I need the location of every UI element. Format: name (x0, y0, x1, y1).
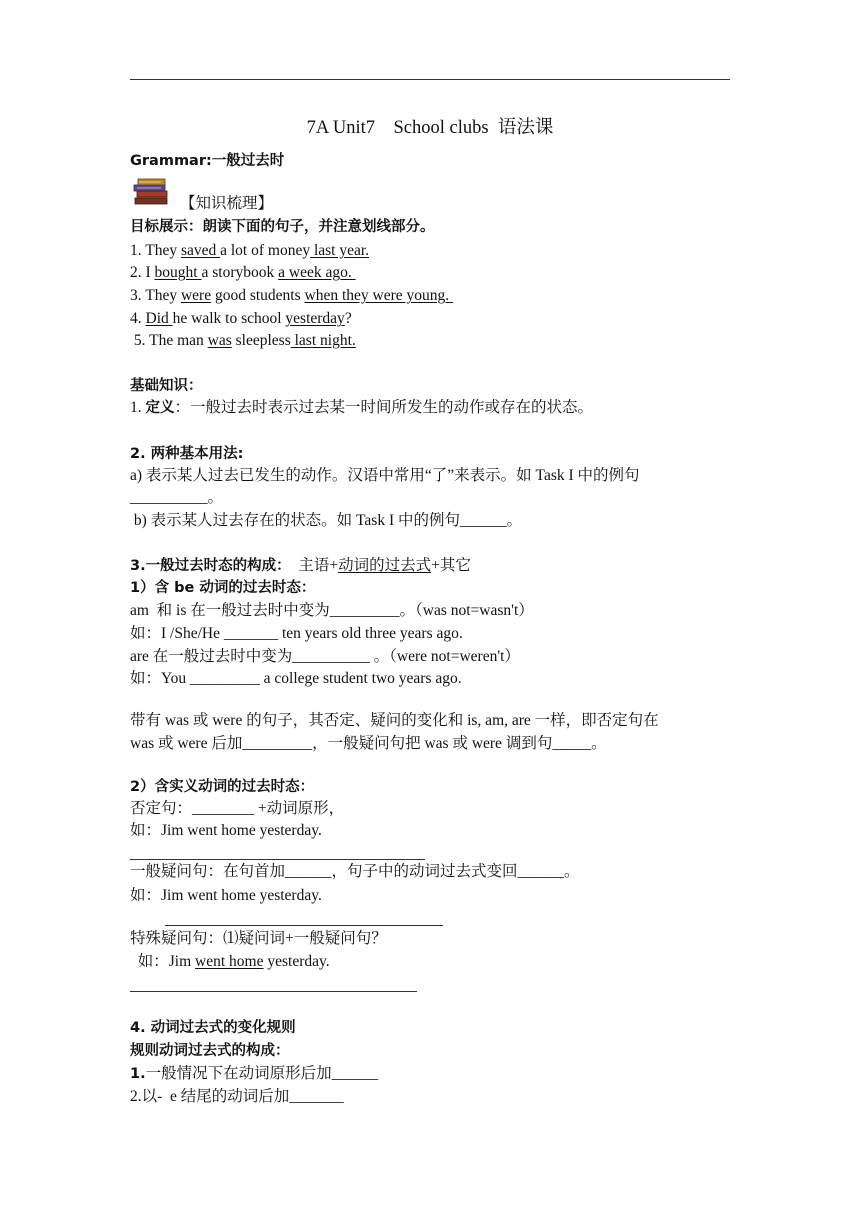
regular-heading: 规则动词过去式的构成： (130, 1043, 290, 1059)
example-sentence-2: 2. I bought a storybook a week ago. (130, 264, 356, 281)
question-example: 如：Jim went home yesterday. (130, 887, 322, 904)
books-icon (133, 176, 171, 206)
negative-line: 否定句：________ +动词原形， (130, 800, 345, 817)
answer-blank-line (130, 859, 425, 860)
be-paragraph-line-1: 带有 was 或 were 的句子，其否定、疑问的变化和 is, am, are 一样，即否定句在 (130, 712, 659, 729)
definition-line: 1. 定义：一般过去时表示过去某一时间所发生的动作或存在的状态。 (130, 399, 594, 416)
example-sentence-3: 3. They were good students when they were young. (130, 287, 454, 304)
be-line-4: 如：You _________ a college student two years ago. (130, 670, 462, 687)
answer-blank-line (130, 991, 417, 992)
knowledge-heading: 【知识梳理】 (180, 195, 274, 212)
header-rule (130, 79, 730, 80)
question-line: 一般疑问句：在句首加______，句子中的动词过去式变回______。 (130, 863, 580, 880)
wh-question-example: 如：Jim went home yesterday. (130, 953, 330, 970)
be-line-2: 如：I /She/He _______ ten years old three years ago. (130, 625, 463, 642)
grammar-heading: Grammar:一般过去时 (130, 153, 285, 169)
example-sentence-5: 5. The man was sleepless last night. (130, 332, 356, 349)
usage-a-line-2: __________。 (130, 489, 224, 506)
usage-a-line-1: a) 表示某人过去已发生的动作。汉语中常用“了”来表示。如 Task I 中的例句 (130, 467, 640, 484)
usage-b-line: b) 表示某人过去存在的状态。如 Task I 中的例句______。 (130, 512, 522, 529)
rules-heading: 4. 动词过去式的变化规则 (130, 1020, 296, 1036)
example-sentence-4: 4. Did he walk to school yesterday? (130, 310, 352, 327)
negative-example: 如：Jim went home yesterday. (130, 822, 322, 839)
page-title: 7A Unit7 School clubs 语法课 (306, 118, 554, 138)
target-intro: 目标展示：朗读下面的句子，并注意划线部分。 (130, 219, 435, 235)
be-line-1: am 和 is 在一般过去时中变为_________。（was not=wasn't） (130, 602, 534, 619)
usage-heading: 2. 两种基本用法: (130, 446, 244, 462)
wh-question-line: 特殊疑问句：⑴疑问词+一般疑问句？ (130, 930, 387, 947)
be-line-3: are 在一般过去时中变为__________ 。（were not=weren't） (130, 648, 520, 665)
example-sentence-1: 1. They saved a lot of money last year. (130, 242, 370, 259)
be-verb-heading: 1）含 be 动词的过去时态： (130, 580, 316, 596)
be-paragraph-line-2: was 或 were 后加_________，一般疑问句把 was 或 were 调到句_____。 (130, 735, 607, 752)
answer-blank-line (165, 925, 443, 926)
structure-line: 3.一般过去时态的构成： 主语+动词的过去式+其它 (130, 557, 471, 574)
rule-1-line: 1.一般情况下在动词原形后加______ (130, 1065, 379, 1082)
rule-2-line: 2.以- e 结尾的动词后加_______ (130, 1088, 344, 1105)
verb-heading: 2）含实义动词的过去时态： (130, 779, 315, 795)
basics-heading: 基础知识： (130, 378, 203, 394)
